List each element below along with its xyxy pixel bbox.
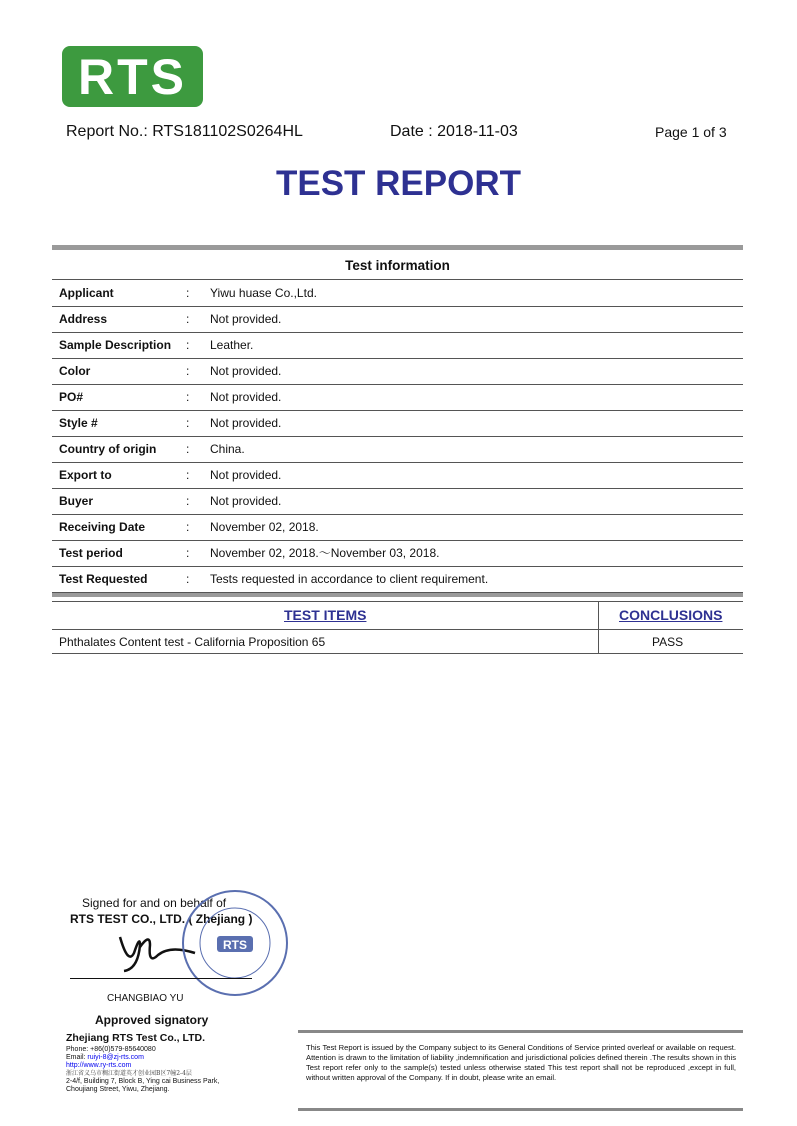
header-conclusions: CONCLUSIONS	[619, 607, 723, 623]
test-items-table	[52, 601, 743, 654]
email-link[interactable]: ruiyi-8@zj-rts.com	[87, 1054, 144, 1061]
info-row	[52, 306, 743, 333]
disclaimer-text: This Test Report is issued by the Company subject to its General Conditions of Service printed overleaf or available on request. Attention is drawn to the limitation of liability ,indemnification and jurisdictional policies defined therein .The results shown in this Test report refer only to the sample(s) tested unless otherwise stated This test report shall not be reproduced ,except in full, without written approval of the Company. If in doubt, please write an email.	[306, 1043, 736, 1082]
colon: :	[186, 338, 190, 352]
colon: :	[186, 286, 190, 300]
report-number: Report No.: RTS181102S0264HL	[66, 123, 303, 140]
info-label: Receiving Date	[59, 520, 146, 534]
info-value: November 02, 2018.～November 03, 2018.	[210, 546, 440, 560]
website-link[interactable]: http://www.ry-rts.com	[66, 1062, 132, 1069]
signed-for: Signed for and on behalf of	[82, 896, 227, 910]
info-value: China.	[210, 442, 245, 456]
info-label: Test period	[59, 546, 123, 560]
header-test-items: TEST ITEMS	[284, 607, 367, 623]
disclaimer-box	[298, 1030, 743, 1111]
colon: :	[186, 442, 190, 456]
info-label: Color	[59, 364, 91, 378]
info-row	[52, 332, 743, 359]
info-row	[52, 410, 743, 437]
rts-logo	[62, 46, 203, 107]
divider	[598, 602, 599, 653]
info-value: Not provided.	[210, 468, 282, 482]
test-item: Phthalates Content test - California Proposition 65	[59, 635, 326, 649]
info-row	[52, 566, 743, 593]
colon: :	[186, 364, 190, 378]
section-title: Test information	[52, 252, 743, 280]
info-row	[52, 436, 743, 463]
divider	[52, 593, 743, 597]
info-value: Not provided.	[210, 364, 282, 378]
colon: :	[186, 572, 190, 586]
info-label: Sample Description	[59, 338, 172, 352]
info-label: Address	[59, 312, 108, 326]
company-stamp-icon	[175, 888, 295, 998]
info-value: Not provided.	[210, 416, 282, 430]
info-value: Not provided.	[210, 494, 282, 508]
logo-text: RTS	[78, 48, 187, 105]
signing-company: RTS TEST CO., LTD. ( Zhejiang )	[70, 912, 253, 926]
info-row	[52, 462, 743, 489]
divider	[52, 629, 743, 630]
info-label: Buyer	[59, 494, 94, 508]
footer-phone: Phone: +86(0)579-85640080	[66, 1046, 156, 1053]
colon: :	[186, 312, 190, 326]
test-conclusion: PASS	[652, 635, 684, 649]
signatory-name: CHANGBIAO YU	[107, 993, 184, 1004]
colon: :	[186, 390, 190, 404]
colon: :	[186, 494, 190, 508]
info-value: Leather.	[210, 338, 254, 352]
report-date: Date : 2018-11-03	[390, 123, 518, 140]
email-label: Email:	[66, 1054, 88, 1061]
info-value: Not provided.	[210, 390, 282, 404]
footer-address-2: Choujiang Street, Yiwu, Zhejiang.	[66, 1086, 170, 1093]
info-row	[52, 514, 743, 541]
info-row	[52, 384, 743, 411]
divider	[52, 245, 743, 250]
colon: :	[186, 416, 190, 430]
signatory-role: Approved signatory	[95, 1013, 209, 1027]
info-label: Country of origin	[59, 442, 157, 456]
page-title: TEST REPORT	[275, 164, 522, 203]
info-value: Yiwu huase Co.,Ltd.	[210, 286, 317, 300]
info-label: Test Requested	[59, 572, 148, 586]
footer-address-1: 2-4/f, Building 7, Block B, Ying cai Business Park,	[66, 1078, 220, 1085]
svg-text:RTS: RTS	[223, 938, 247, 952]
info-row	[52, 358, 743, 385]
info-value: Not provided.	[210, 312, 282, 326]
colon: :	[186, 520, 190, 534]
info-label: Style #	[59, 416, 98, 430]
info-label: Applicant	[59, 286, 114, 300]
footer-address-cn: 浙江省义乌市稠江街道英才创业园B区7幢2-4层	[66, 1070, 192, 1077]
info-row	[52, 488, 743, 515]
colon: :	[186, 546, 190, 560]
colon: :	[186, 468, 190, 482]
info-row	[52, 540, 743, 567]
info-value: November 02, 2018.	[210, 520, 319, 534]
footer-company: Zhejiang RTS Test Co., LTD.	[66, 1032, 206, 1044]
page-number: Page 1 of 3	[655, 124, 727, 140]
info-value: Tests requested in accordance to client requirement.	[210, 572, 489, 586]
info-row	[52, 280, 743, 307]
info-label: PO#	[59, 390, 84, 404]
info-label: Export to	[59, 468, 112, 482]
signature-line	[70, 978, 252, 979]
